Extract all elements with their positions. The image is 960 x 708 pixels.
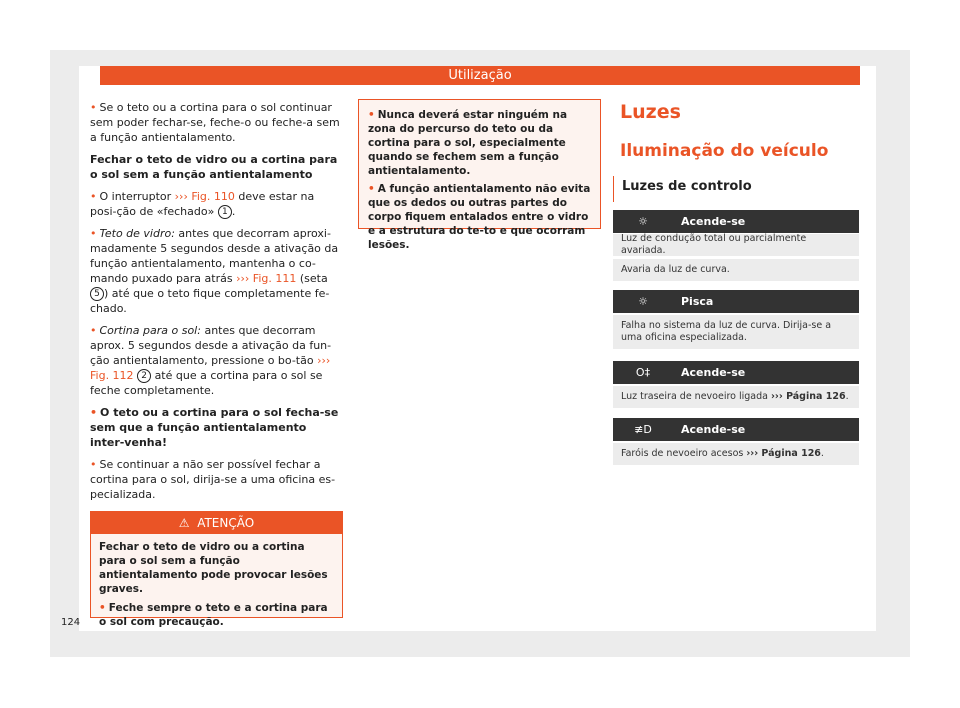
heading-luzes-controlo: Luzes de controlo (613, 176, 752, 202)
rear-fog-light-icon: O‡ (635, 366, 651, 379)
fig-ref[interactable]: ››› Fig. 112 (90, 354, 331, 382)
warning-header: ⚠ ATENÇÃO (91, 512, 342, 534)
control-light-row: Faróis de nevoeiro acesos ››› Página 126 . (613, 443, 859, 465)
warning-box (90, 511, 343, 628)
control-light-header: ≢D Acende-se (613, 418, 859, 441)
control-light-header: O‡ Acende-se (613, 361, 859, 384)
bullet-2: • Teto de vidro: antes que decorram aproxi-madamente 5 segundos desde a ativação da função antientalamento, mantenha o co-mando puxado para atrás ››› Fig. 111 (seta 5 ) até que o teto fique completamente fe-chado. (90, 227, 339, 315)
page-number: 124 (61, 617, 81, 628)
control-light-row: Avaria da luz de curva. (613, 259, 859, 281)
fig-ref[interactable]: ››› Fig. 110 (174, 190, 235, 203)
left-column (90, 100, 342, 509)
warning-text: Fechar o teto de vidro ou a cortina para o sol sem a função antientalamento pode provocar lesões graves. (99, 541, 328, 595)
control-light-row: Luz traseira de nevoeiro ligada ››› Página 126 . (613, 386, 859, 408)
page-ref[interactable]: ››› Página 126 (746, 448, 821, 459)
control-light-row: Luz de condução total ou parcialmente avariada. (613, 234, 859, 256)
section-header: Utilização (100, 66, 860, 85)
subheading: Fechar o teto de vidro ou a cortina para o sol sem a função antientalamento (90, 153, 338, 181)
warning-bullet: • Feche sempre o teto e a cortina para o sol com precaução. (99, 602, 328, 628)
warning-bullet: • Nunca deverá estar ninguém na zona do percurso do teto ou da cortina para o sol, especialmente quando se fechem sem a função antientalamento. (368, 109, 568, 177)
control-light-header: ☼ Pisca (613, 290, 859, 313)
fig-ref[interactable]: ››› Fig. 111 (236, 272, 297, 285)
warning-icon: ⚠ (178, 516, 190, 530)
heading-luzes: Luzes (620, 101, 681, 123)
control-light-header: ☼ Acende-se (613, 210, 859, 233)
light-icon: ☼ (638, 215, 648, 228)
warning-bullet: • A função antientalamento não evita que os dedos ou outras partes do corpo fiquem entalados entre o vidro e a estrutura do te-to e que ocorram lesões. (368, 183, 591, 251)
bullet-5: • Se continuar a não ser possível fechar a cortina para o sol, dirija-se a uma oficina es-pecializada. (90, 458, 336, 501)
front-fog-light-icon: ≢D (634, 423, 652, 436)
bullet-3: • Cortina para o sol: antes que decorram aprox. 5 segundos desde a ativação da fun-ção antientalamento, pressione o bo-tão ››› Fig. 112 2 até que a cortina para o sol se feche completamente. (90, 324, 332, 397)
heading-iluminacao: Iluminação do veículo (620, 141, 829, 161)
bullet-1: • O interruptor ››› Fig. 110 deve estar na posi-ção de «fechado» 1 . (90, 190, 315, 218)
light-icon: ☼ (638, 295, 648, 308)
bullet-4: • O teto ou a cortina para o sol fecha-se sem que a função antientalamento inter-venha! (90, 406, 339, 449)
page-ref[interactable]: ››› Página 126 (771, 391, 846, 402)
paragraph-1: • Se o teto ou a cortina para o sol continuar sem poder fechar-se, feche-o ou feche-a sem a função antientalamento. (90, 101, 340, 144)
control-light-row: Falha no sistema da luz de curva. Dirija-se a uma oficina especializada. (613, 315, 859, 349)
warning-box-continued (358, 99, 601, 251)
